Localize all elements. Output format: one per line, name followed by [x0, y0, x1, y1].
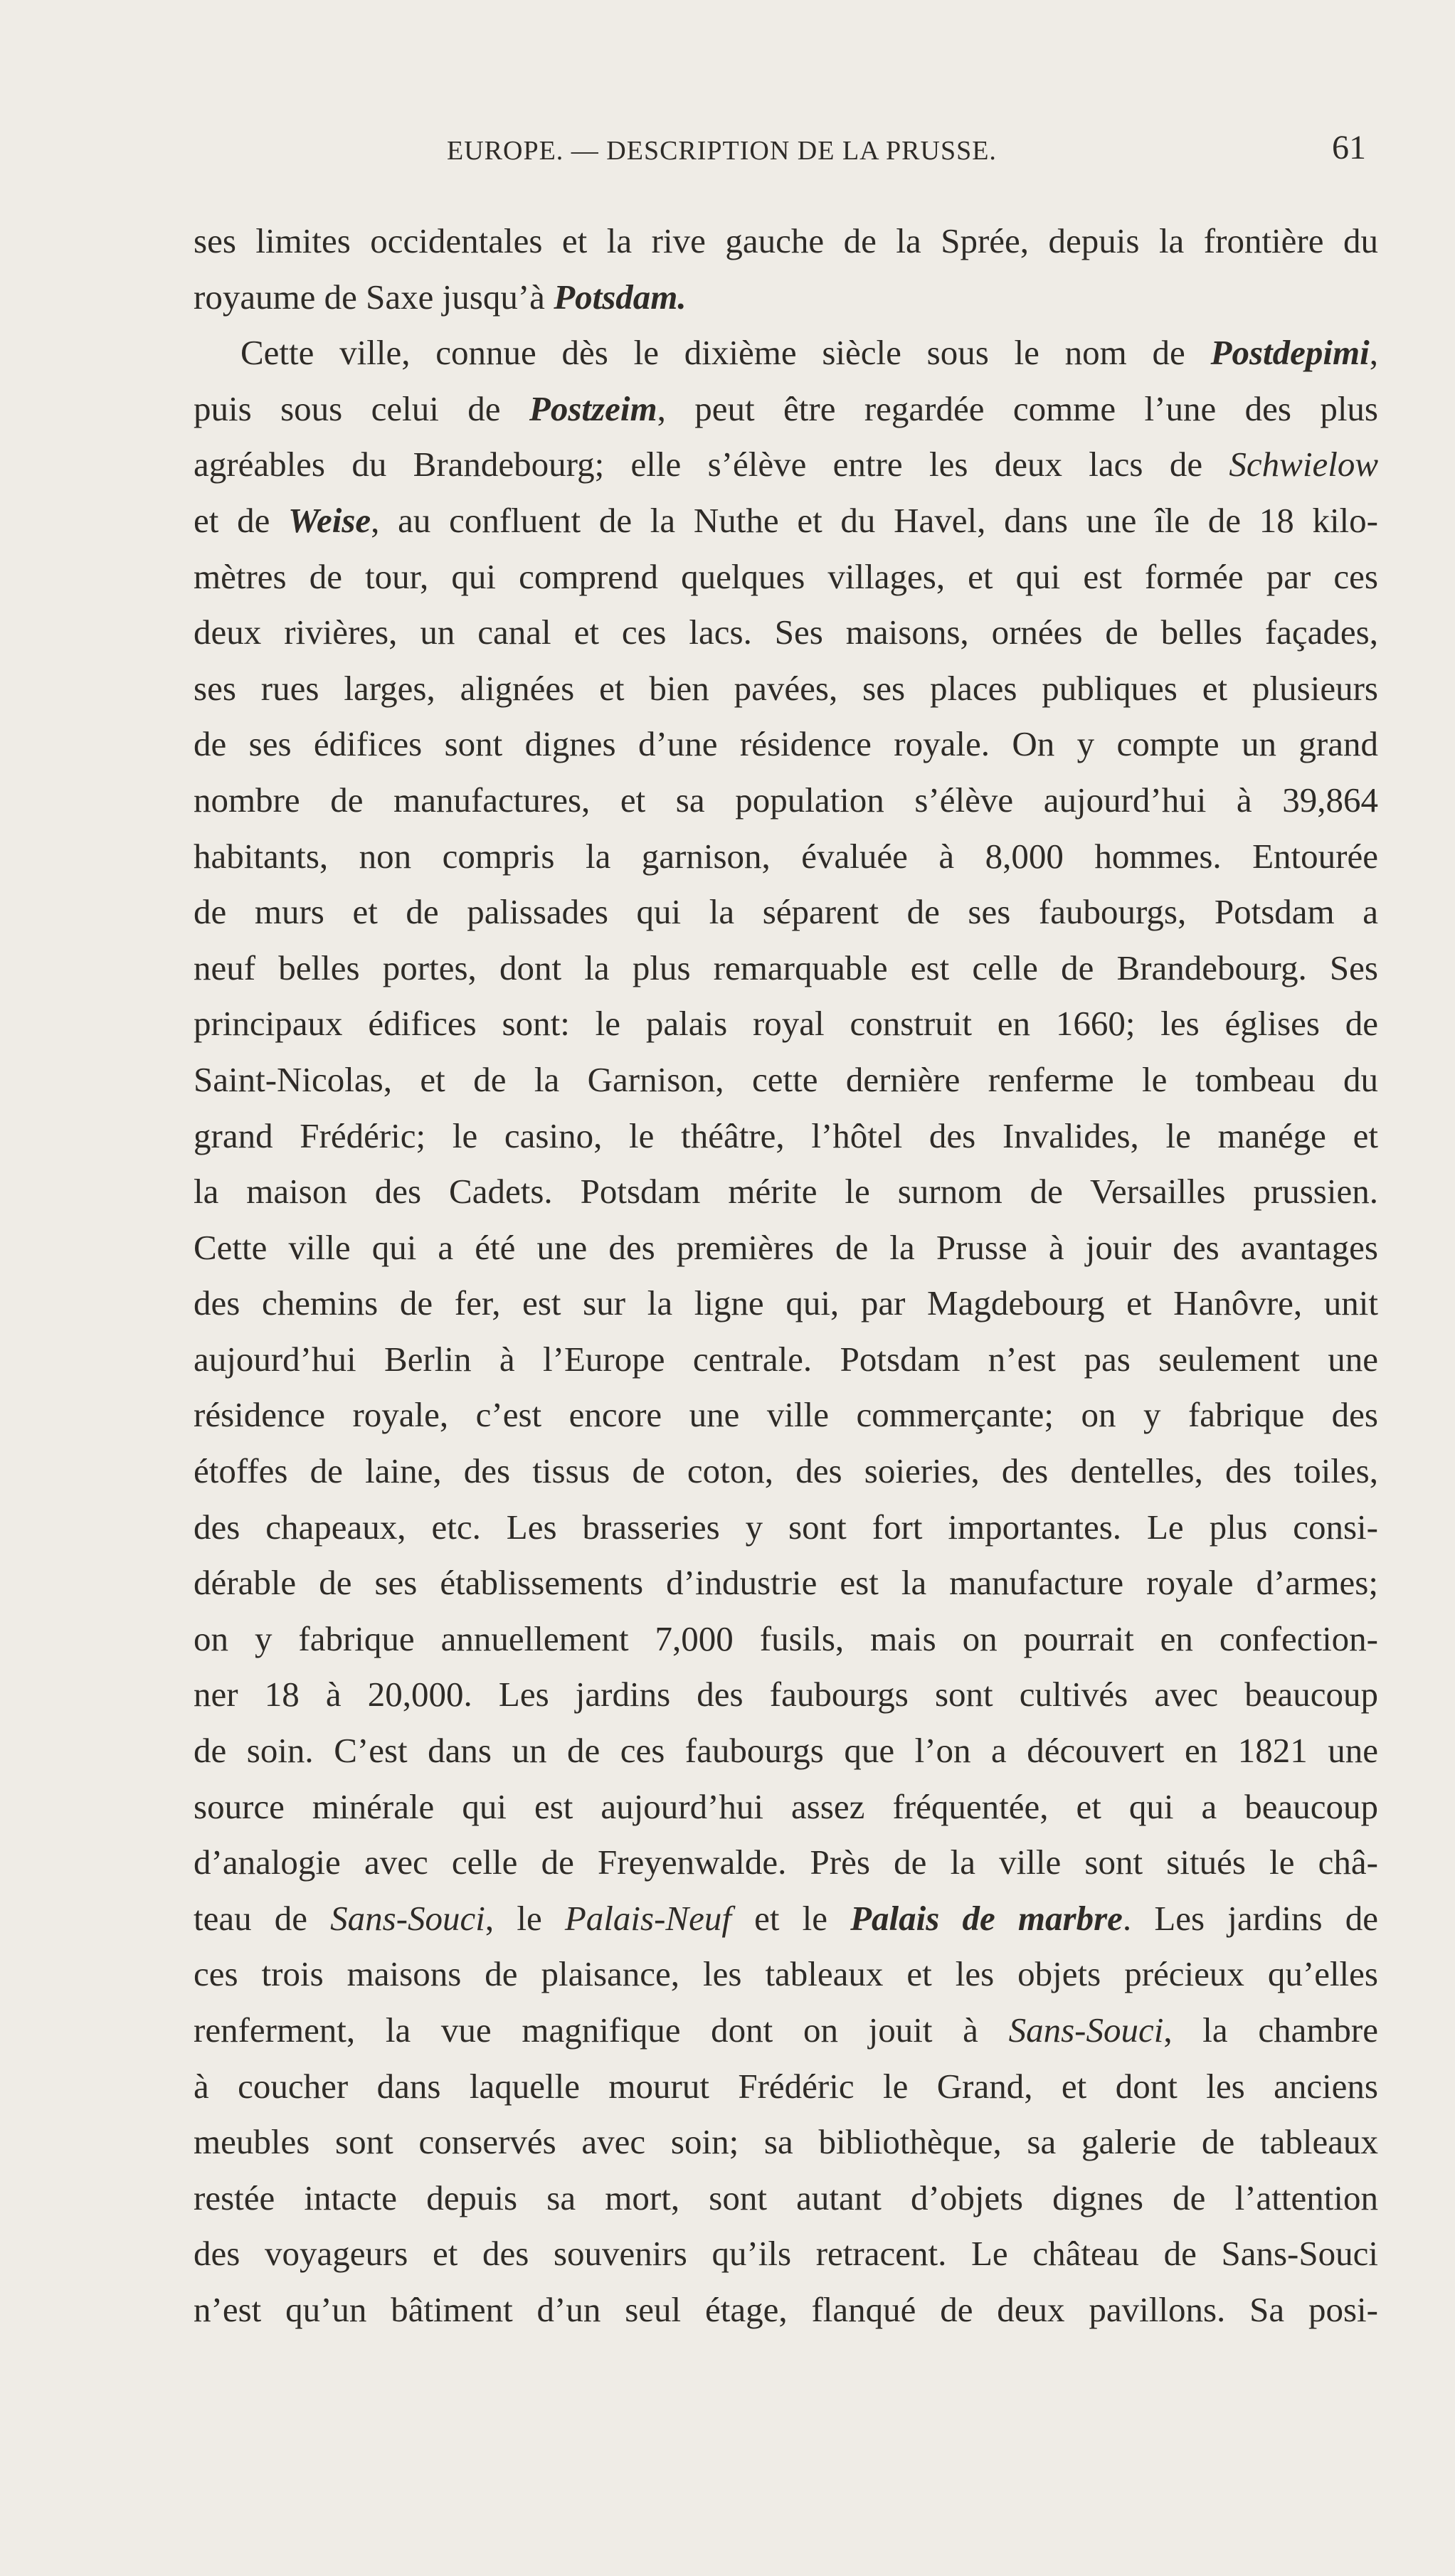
text-line — [194, 940, 1378, 997]
emphasized-text: Schwielow — [1229, 445, 1378, 484]
text-segment: ner 18 à 20,000. Les jardins des faubourgs sont cultivés avec beaucoup — [194, 1675, 1378, 1714]
text-segment: , au confluent de la Nuthe et du Havel, dans une île de 18 kilo- — [371, 500, 1378, 540]
text-line — [194, 1779, 1378, 1835]
text-line — [194, 325, 1378, 381]
emphasized-text: Sans-Souci — [330, 1898, 485, 1938]
text-segment: puis sous celui de — [194, 388, 529, 428]
text-segment: neuf belles portes, dont la plus remarquable est celle de Brandebourg. Ses — [194, 948, 1378, 987]
text-segment: dérable de ses établissements d’industrie est la manufacture royale d’armes; — [194, 1563, 1378, 1603]
page-number: 61 — [1332, 129, 1366, 166]
text-segment: , la chambre — [1163, 2010, 1378, 2050]
text-line — [194, 1276, 1378, 1332]
emphasized-text: Palais-Neuf — [564, 1898, 731, 1938]
text-line — [194, 437, 1378, 493]
text-segment: Cette ville qui a été une des premières de la Prusse à jouir des avantages — [194, 1227, 1378, 1267]
text-segment: nombre de manufactures, et sa population s’élève aujourd’hui à 39,864 — [194, 780, 1378, 820]
text-segment: à coucher dans laquelle mourut Frédéric le Grand, et dont les anciens — [194, 2066, 1378, 2106]
text-segment: . Les jardins de — [1122, 1898, 1378, 1938]
text-segment: grand Frédéric; le casino, le théâtre, l’hôtel des Invalides, le manége et — [194, 1115, 1378, 1155]
text-line — [194, 661, 1378, 717]
emphasized-text: Palais de marbre — [850, 1898, 1123, 1938]
text-line — [194, 1500, 1378, 1556]
text-segment: de ses édifices sont dignes d’une résidence royale. On y compte un grand — [194, 724, 1378, 764]
text-segment: deux rivières, un canal et ces lacs. Ses maisons, ornées de belles façades, — [194, 613, 1378, 652]
text-segment: étoffes de laine, des tissus de coton, des soieries, des dentelles, des toiles, — [194, 1451, 1378, 1491]
text-segment: , le — [485, 1898, 565, 1938]
text-segment: n’est qu’un bâtiment d’un seul étage, flanqué de deux pavillons. Sa posi- — [194, 2289, 1378, 2329]
text-segment: teau de — [194, 1898, 331, 1938]
text-line — [194, 2003, 1378, 2059]
emphasized-text: Potsdam. — [554, 277, 687, 317]
text-segment: source minérale qui est aujourd’hui assez fréquentée, et qui a beaucoup — [194, 1786, 1378, 1826]
text-segment: et de — [194, 500, 289, 540]
emphasized-text: Postzeim — [529, 388, 657, 428]
text-segment: des voyageurs et des souvenirs qu’ils retracent. Le château de Sans-Souci — [194, 2234, 1378, 2274]
text-line — [194, 1108, 1378, 1165]
text-segment: habitants, non compris la garnison, évaluée à 8,000 hommes. Entourée — [194, 836, 1378, 876]
text-line — [194, 996, 1378, 1052]
text-line — [194, 1611, 1378, 1668]
text-line — [194, 2226, 1378, 2282]
text-line — [194, 1835, 1378, 1891]
text-segment: on y fabrique annuellement 7,000 fusils, mais on pourrait en confection- — [194, 1618, 1378, 1658]
text-line — [194, 213, 1378, 270]
text-line — [194, 716, 1378, 773]
text-line — [194, 1220, 1378, 1276]
text-segment: , — [1369, 333, 1378, 373]
text-line — [194, 381, 1378, 438]
text-line — [194, 493, 1378, 549]
text-segment: et le — [731, 1898, 851, 1938]
text-segment: Saint-Nicolas, et de la Garnison, cette dernière renferme le tombeau du — [194, 1059, 1378, 1099]
text-segment: ces trois maisons de plaisance, les tableaux et les objets précieux qu’elles — [194, 1954, 1378, 1994]
text-segment: restée intacte depuis sa mort, sont autant d’objets dignes de l’attention — [194, 2178, 1378, 2217]
text-segment: de murs et de palissades qui la séparent de ses faubourgs, Potsdam a — [194, 892, 1378, 932]
text-line — [194, 605, 1378, 661]
text-line — [194, 1946, 1378, 2003]
text-segment: agréables du Brandebourg; elle s’élève entre les deux lacs de — [194, 445, 1229, 484]
text-segment: ses limites occidentales et la rive gauche de la Sprée, depuis la frontière du — [194, 221, 1378, 260]
body-text — [194, 213, 1378, 2338]
text-line — [194, 1332, 1378, 1388]
text-segment: aujourd’hui Berlin à l’Europe centrale. Potsdam n’est pas seulement une — [194, 1339, 1378, 1379]
text-segment: Cette ville, connue dès le dixième siècle sous le nom de — [240, 333, 1211, 373]
emphasized-text: Sans-Souci — [1008, 2010, 1164, 2050]
text-line — [194, 829, 1378, 885]
text-line — [194, 1667, 1378, 1723]
text-line — [194, 773, 1378, 829]
text-line — [194, 1555, 1378, 1611]
running-head: EUROPE. — DESCRIPTION DE LA PRUSSE. — [447, 136, 997, 166]
text-segment: principaux édifices sont: le palais royal construit en 1660; les églises de — [194, 1004, 1378, 1044]
text-line — [194, 1052, 1378, 1108]
text-line — [194, 549, 1378, 605]
text-line — [194, 1891, 1378, 1947]
text-segment: des chapeaux, etc. Les brasseries y sont fort importantes. Le plus consi- — [194, 1507, 1378, 1547]
text-line — [194, 2114, 1378, 2170]
text-segment: ses rues larges, alignées et bien pavées, ses places publiques et plusieurs — [194, 668, 1378, 708]
text-line — [194, 2059, 1378, 2115]
text-segment: mètres de tour, qui comprend quelques villages, et qui est formée par ces — [194, 556, 1378, 596]
text-line — [194, 1164, 1378, 1220]
text-segment: renferment, la vue magnifique dont on jouit à — [194, 2010, 1009, 2050]
emphasized-text: Postdepimi — [1210, 333, 1370, 373]
text-line — [194, 1723, 1378, 1779]
text-segment: , peut être regardée comme l’une des plus — [657, 388, 1379, 428]
text-segment: meubles sont conservés avec soin; sa bibliothèque, sa galerie de tableaux — [194, 2122, 1378, 2162]
text-line — [194, 1387, 1378, 1443]
text-segment: royaume de Saxe jusqu’à — [194, 277, 554, 317]
text-line — [194, 884, 1378, 940]
text-segment: des chemins de fer, est sur la ligne qui, par Magdebourg et Hanôvre, unit — [194, 1283, 1378, 1323]
text-segment: la maison des Cadets. Potsdam mérite le surnom de Versailles prussien. — [194, 1172, 1378, 1212]
text-segment: d’analogie avec celle de Freyenwalde. Près de la ville sont situés le châ- — [194, 1843, 1378, 1882]
text-line — [194, 270, 1378, 326]
text-line — [194, 1443, 1378, 1500]
text-line — [194, 2170, 1378, 2227]
text-segment: résidence royale, c’est encore une ville commerçante; on y fabrique des — [194, 1395, 1378, 1435]
text-segment: de soin. C’est dans un de ces faubourgs que l’on a découvert en 1821 une — [194, 1731, 1378, 1771]
emphasized-text: Weise — [288, 500, 371, 540]
text-line — [194, 2282, 1378, 2338]
